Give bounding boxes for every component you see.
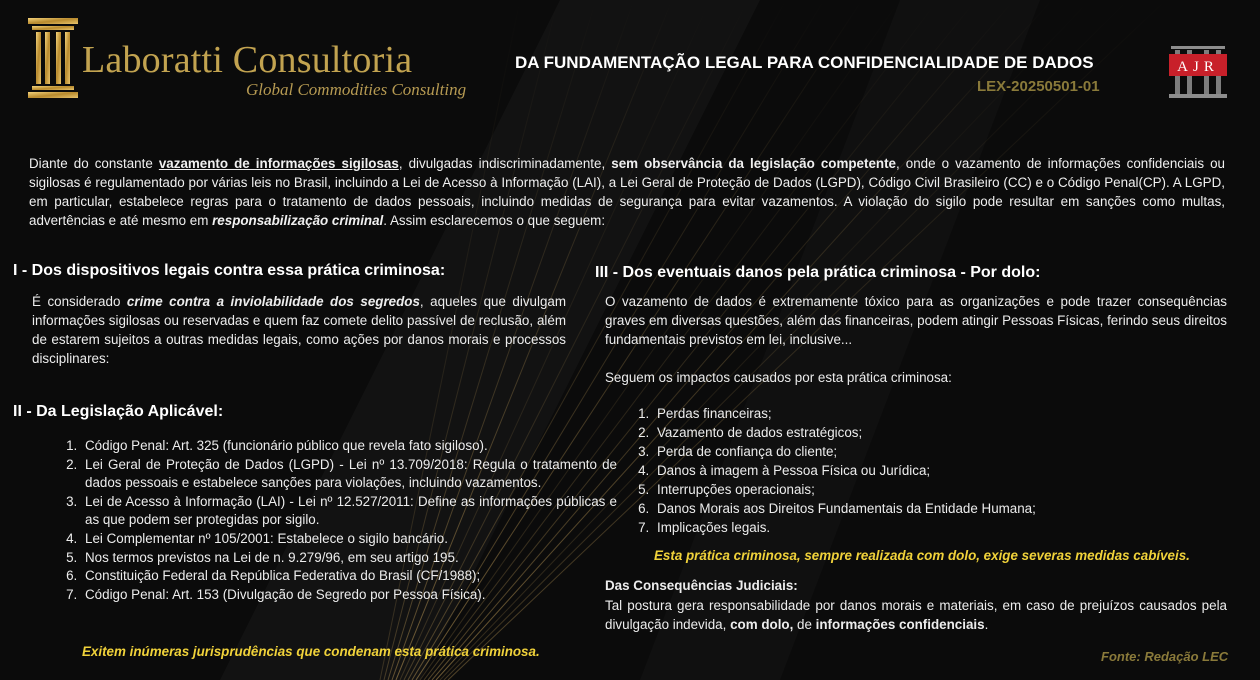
list-item: 3. Perda de confiança do cliente; (653, 442, 1253, 461)
ajr-logo-icon (1167, 40, 1229, 100)
section-2-heading: II - Da Legislação Aplicável: (13, 403, 224, 420)
list-item: 2. Vazamento de dados estratégicos; (653, 423, 1253, 442)
list-item: 1. Código Penal: Art. 325 (funcionário público que revela fato sigiloso). (81, 437, 617, 456)
list-item: 7. Implicações legais. (653, 518, 1253, 537)
intro-emphasis-leak: vazamento de informações sigilosas (158, 156, 399, 171)
brand-tagline: Global Commodities Consulting (246, 80, 467, 99)
section-3-heading: III - Dos eventuais danos pela prática criminosa - Por dolo: (595, 264, 1041, 281)
consequences-heading: Das Consequências Judiciais: (605, 578, 798, 593)
intro-emphasis-criminal: responsabilização criminal (212, 213, 384, 228)
list-item: 3. Lei de Acesso à Informação (LAI) - Lei nº 12.527/2011: Define as informações públicas e as que podem ser protegidas por sigilo. (81, 493, 617, 530)
section-3-paragraph: O vazamento de dados é extremamente tóxico para as organizações e pode trazer consequências graves em diversas questões, além das financeiras, podem atingir Pessoas Físicas, ferindo seus direitos fundamentais previstos em lei, inclusive... (605, 294, 1227, 347)
list-item: 1. Perdas financeiras; (653, 404, 1253, 423)
impacts-list (605, 404, 1253, 537)
list-item: 5. Nos termos previstos na Lei de n. 9.279/96, em seu artigo 195. (81, 549, 617, 568)
section-2-highlight: Exitem inúmeras jurisprudências que condenam esta prática criminosa. (82, 644, 540, 659)
list-item: 2. Lei Geral de Proteção de Dados (LGPD) - Lei nº 13.709/2018: Regula o tratamento de dados pessoais e estabelece sanções para violações, incluindo vazamentos. (81, 456, 617, 493)
list-item: 7. Código Penal: Art. 153 (Divulgação de Segredo por Pessoa Física). (81, 586, 617, 605)
list-item: 5. Interrupções operacionais; (653, 480, 1253, 499)
intro-paragraph: Diante do constante vazamento de informações sigilosas, divulgadas indiscriminadamente, sem observância da legislação competente, onde o vazamento de informações confidenciais ou sigilosas é regulamentado por várias leis no Brasil, incluindo a Lei de Acesso à Informação (LAI), a Lei Geral de Proteção de Dados (LGPD), Código Civil Brasileiro (CC) e o Código Penal(CP). A LGPD, em particular, estabelece regras para o tratamento de dados pessoais, incluindo medidas de segurança para evitar vazamentos. A violação do sigilo pode resultar em sanções como multas, advertências e até mesmo em responsabilização criminal. Assim esclarecemos o que seguem: (29, 156, 1226, 228)
legislation-list (30, 437, 617, 604)
source-credit: Fonte: Redação LEC (1101, 649, 1229, 664)
pillar-logo-icon (28, 14, 78, 98)
section-1-heading: I - Dos dispositivos legais contra essa prática criminosa: (13, 262, 446, 279)
intro-emphasis-legislation: sem observância da legislação competente (611, 156, 896, 171)
list-item: 4. Lei Complementar nº 105/2001: Estabelece o sigilo bancário. (81, 530, 617, 549)
brand-name: Laboratti Consultoria (82, 39, 413, 81)
ajr-logo-text: AJR (1177, 59, 1219, 75)
list-item: 6. Danos Morais aos Direitos Fundamentais da Entidade Humana; (653, 499, 1253, 518)
document-code: LEX-20250501-01 (977, 78, 1100, 95)
section-1-paragraph: É considerado crime contra a inviolabilidade dos segredos, aqueles que divulgam informações sigilosas ou reservadas e quem faz comete delito passível de reclusão, além de estarem sujeitos a outras medidas legais, como ações por danos morais e processos disciplinares: (32, 294, 567, 366)
list-item: 6. Constituição Federal da República Federativa do Brasil (CF/1988); (81, 567, 617, 586)
section-3-highlight: Esta prática criminosa, sempre realizada com dolo, exige severas medidas cabíveis. (654, 548, 1190, 563)
impacts-intro: Seguem os impactos causados por esta prática criminosa: (605, 370, 952, 385)
consequences-paragraph: Tal postura gera responsabilidade por danos morais e materiais, em caso de prejuízos causados pela divulgação indevida, com dolo, de informações confidenciais. (605, 598, 1227, 632)
document-title: DA FUNDAMENTAÇÃO LEGAL PARA CONFIDENCIALIDADE DE DADOS (515, 53, 1094, 72)
list-item: 4. Danos à imagem à Pessoa Física ou Jurídica; (653, 461, 1253, 480)
